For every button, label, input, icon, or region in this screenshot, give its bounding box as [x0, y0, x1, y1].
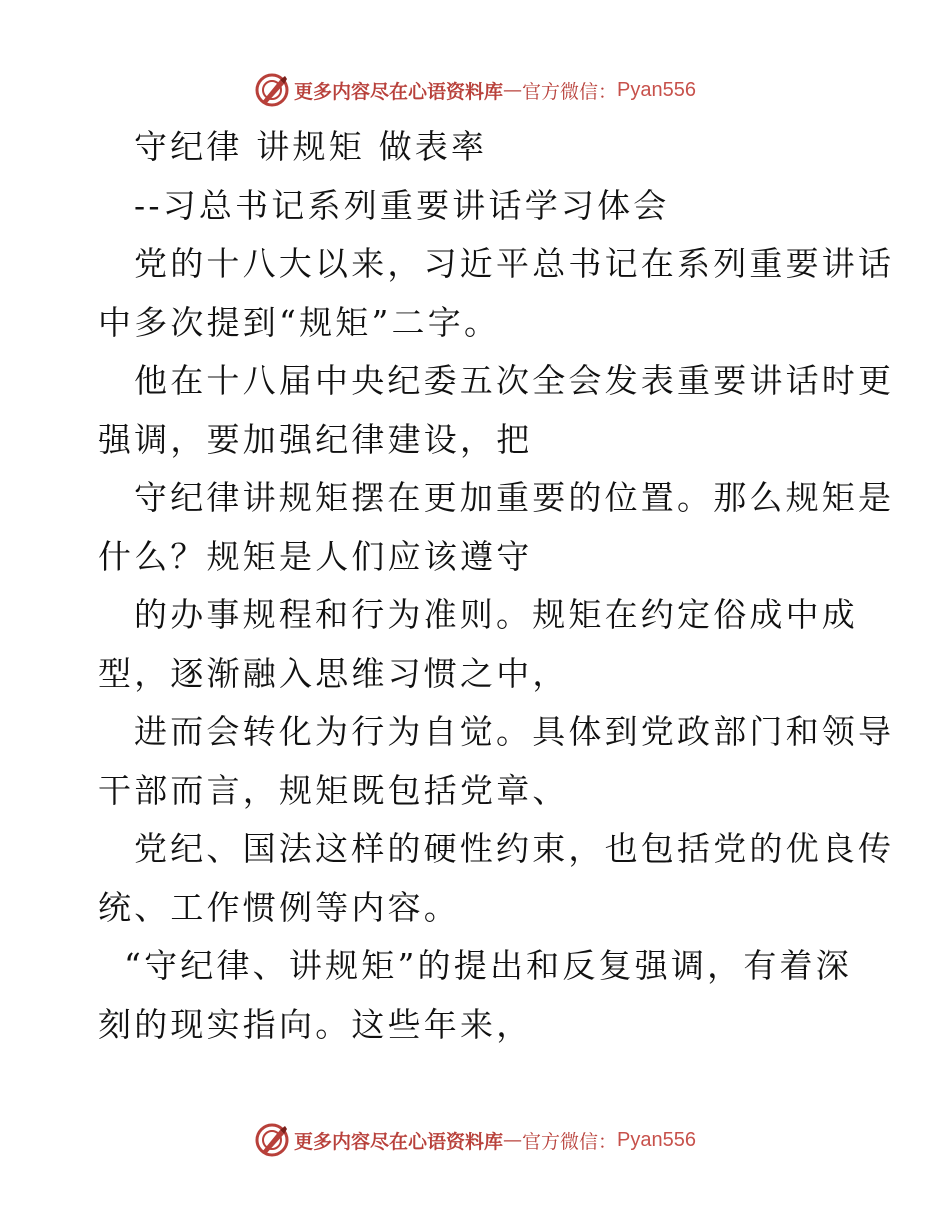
text-line: 强调，要加强纪律建设，把 [98, 419, 533, 459]
document-subtitle: --习总书记系列重要讲话学习体会 [134, 185, 670, 225]
text-line: “守纪律、讲规矩”的提出和反复强调，有着深 [124, 946, 852, 985]
text-line: 他在十八届中央纪委五次全会发表重要讲话时更 [134, 361, 895, 400]
document-title: 守纪律 讲规矩 做表率 [134, 127, 488, 166]
watermark-official-label: 官方微信： [522, 80, 618, 103]
watermark-text: 更多内容尽在心语资料库 [294, 80, 504, 103]
text-line: 干部而言，规矩既包括党章、 [98, 770, 569, 810]
text-line: 刻的现实指向。这些年来， [98, 1004, 533, 1044]
pen-logo-icon [254, 1122, 290, 1158]
watermark-footer [0, 1120, 950, 1160]
text-line: 型，逐渐融入思维习惯之中， [98, 653, 569, 693]
watermark-official-label: 官方微信： [522, 1130, 618, 1153]
pen-logo-icon [254, 72, 290, 108]
text-line: 统、工作惯例等内容。 [98, 887, 460, 927]
text-line: 党的十八大以来，习近平总书记在系列重要讲话 [134, 244, 895, 283]
text-line: 什么？规矩是人们应该遵守 [98, 536, 533, 576]
text-line: 中多次提到“规矩”二字。 [98, 302, 501, 342]
document-body [98, 118, 895, 1054]
watermark-text: 更多内容尽在心语资料库 [294, 1130, 504, 1153]
text-line: 的办事规程和行为准则。规矩在约定俗成中成 [134, 595, 858, 634]
watermark-wechat-id: Pyan556 [617, 1128, 696, 1151]
watermark-header [0, 70, 950, 110]
text-line: 党纪、国法这样的硬性约束，也包括党的优良传 [134, 829, 895, 868]
watermark-wechat-id: Pyan556 [617, 78, 696, 101]
text-line: 进而会转化为行为自觉。具体到党政部门和领导 [134, 712, 895, 751]
watermark-separator: — [503, 79, 523, 101]
watermark-separator: — [503, 1129, 523, 1151]
text-line: 守纪律讲规矩摆在更加重要的位置。那么规矩是 [134, 478, 895, 517]
